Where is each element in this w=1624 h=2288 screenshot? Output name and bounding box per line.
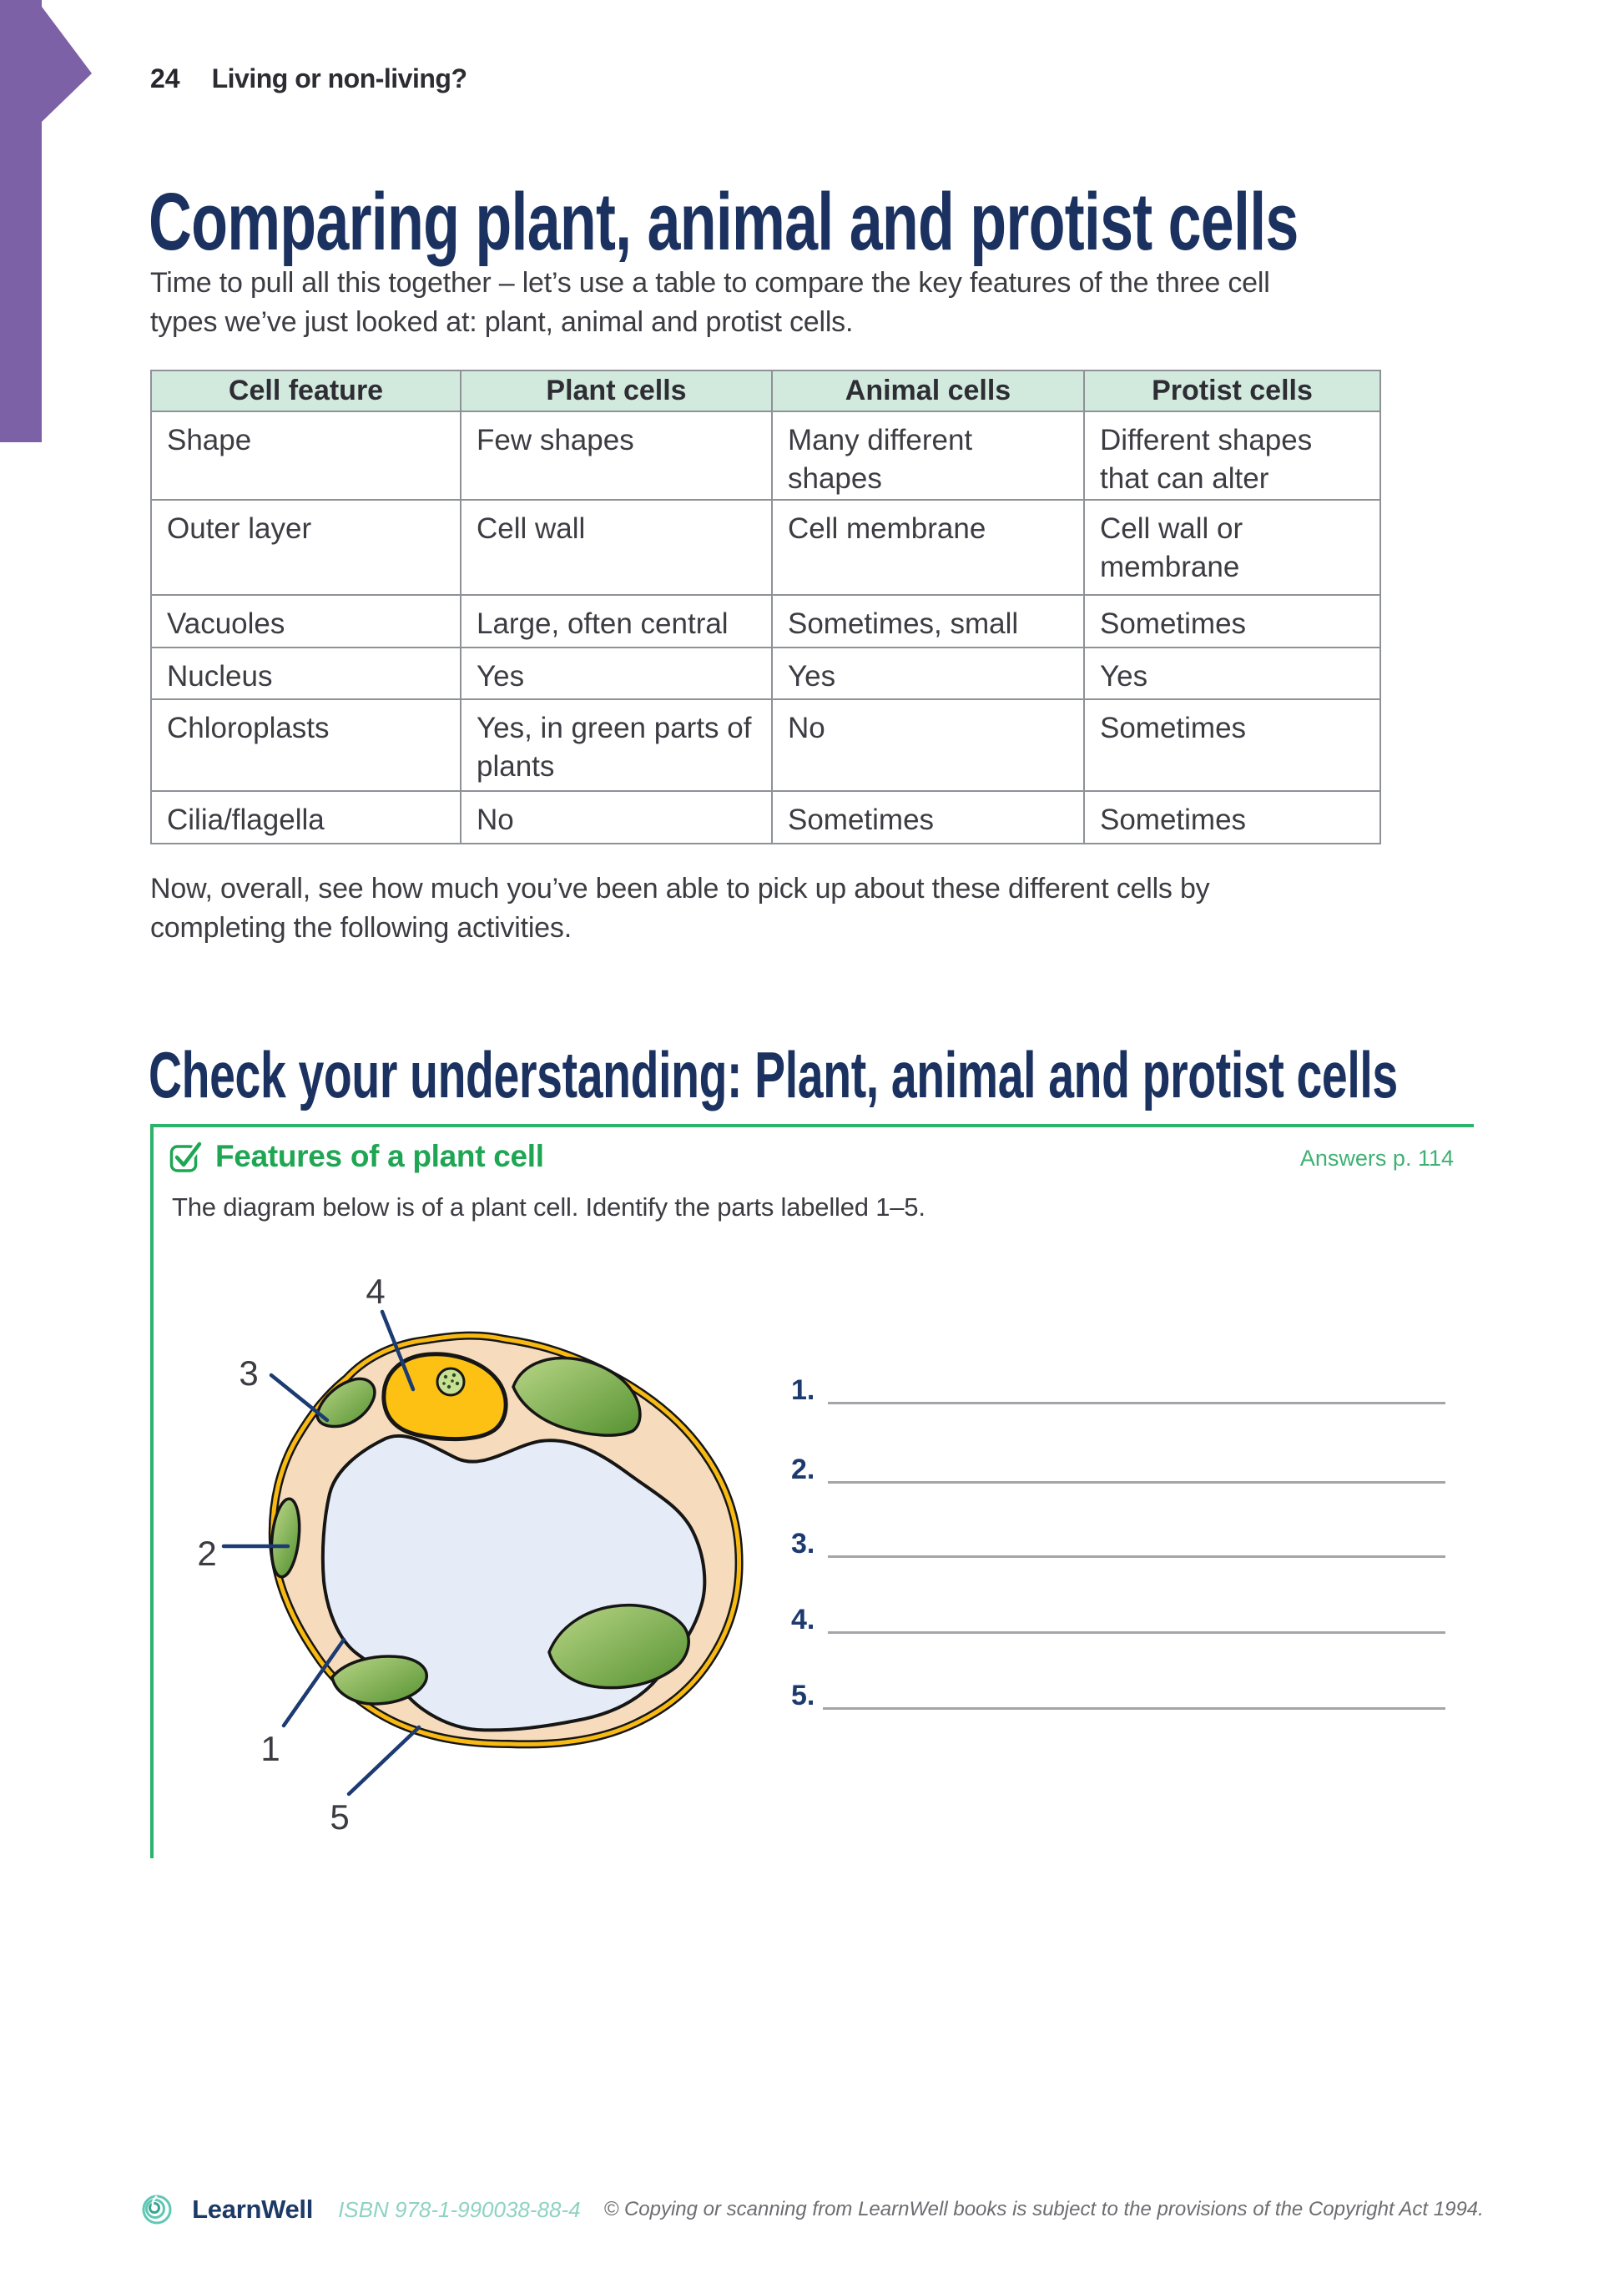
answer-row-5 (791, 1670, 1445, 1710)
cell-feature: Nucleus (151, 648, 461, 699)
answer-blank-line (828, 1363, 1445, 1404)
nucleolus (437, 1368, 464, 1395)
answer-number: 3. (791, 1528, 815, 1560)
table-row (151, 595, 1380, 648)
diagram-label-4: 4 (366, 1272, 386, 1311)
after-table-line-1: Now, overall, see how much you’ve been able to pick up about these different cells by (150, 873, 1210, 905)
cell-animal: Sometimes (772, 791, 1084, 844)
activity-title: Features of a plant cell (215, 1139, 544, 1173)
diagram-label-5: 5 (330, 1797, 350, 1837)
cell-comparison-table (150, 370, 1381, 844)
answer-row-1 (791, 1364, 1445, 1404)
corner-chevron-decoration (0, 0, 100, 442)
diagram-label-2: 2 (197, 1534, 217, 1573)
cell-plant: Cell wall (461, 500, 772, 595)
learnwell-spiral-logo-icon (140, 2193, 174, 2226)
intro-line-1: Time to pull all this together – let’s use a table to compare the key features of the three cell (150, 267, 1270, 299)
cell-protist: Sometimes (1084, 699, 1380, 791)
cell-protist: Different shapes that can alter (1084, 411, 1380, 500)
cell-feature: Cilia/flagella (151, 791, 461, 844)
table-row (151, 411, 1380, 500)
answer-number: 4. (791, 1604, 815, 1635)
activity-instruction: The diagram below is of a plant cell. Identify the parts labelled 1–5. (172, 1192, 925, 1222)
col-header-protist-cells: Protist cells (1084, 370, 1380, 411)
table-row (151, 791, 1380, 844)
cell-plant: Yes, in green parts of plants (461, 699, 772, 791)
cell-protist: Sometimes (1084, 595, 1380, 648)
after-table-line-2: completing the following activities. (150, 912, 572, 944)
cell-plant: Large, often central (461, 595, 772, 648)
after-table-paragraph (150, 869, 1209, 948)
running-head (150, 63, 467, 94)
cell-protist: Cell wall or membrane (1084, 500, 1380, 595)
answer-row-2 (791, 1444, 1445, 1484)
table-row (151, 699, 1380, 791)
brand-name: LearnWell (192, 2195, 314, 2224)
cell-feature: Outer layer (151, 500, 461, 595)
chapter-title: Living or non-living? (211, 63, 467, 93)
cell-animal: Sometimes, small (772, 595, 1084, 648)
answer-blank-line (828, 1443, 1445, 1484)
col-header-cell-feature: Cell feature (151, 370, 461, 411)
cell-plant: No (461, 791, 772, 844)
check-understanding-title: Check your understanding: Plant, animal and protist cells (149, 1038, 1398, 1111)
cell-animal: Yes (772, 648, 1084, 699)
page-number: 24 (150, 63, 180, 93)
activity-title-row (169, 1139, 544, 1174)
answer-row-4 (791, 1594, 1445, 1634)
answers-page-reference: Answers p. 114 (1299, 1146, 1454, 1171)
answer-number: 5. (791, 1680, 815, 1711)
col-header-plant-cells: Plant cells (461, 370, 772, 411)
cell-animal: Many different shapes (772, 411, 1084, 500)
cell-feature: Vacuoles (151, 595, 461, 648)
intro-paragraph (150, 264, 1270, 342)
col-header-animal-cells: Animal cells (772, 370, 1084, 411)
diagram-label-1: 1 (260, 1729, 280, 1768)
answer-number: 1. (791, 1374, 815, 1406)
cell-protist: Sometimes (1084, 791, 1380, 844)
cell-animal: No (772, 699, 1084, 791)
answer-blank-line (828, 1517, 1445, 1558)
chevron-shape (0, 0, 92, 442)
cell-protist: Yes (1084, 648, 1380, 699)
cell-feature: Chloroplasts (151, 699, 461, 791)
cell-animal: Cell membrane (772, 500, 1084, 595)
answer-number: 2. (791, 1454, 815, 1485)
answer-row-3 (791, 1518, 1445, 1558)
copyright-text: © Copying or scanning from LearnWell books is subject to the provisions of the Copyright Act 1994. (603, 2198, 1484, 2220)
cell-feature: Shape (151, 411, 461, 500)
footer (0, 2193, 1624, 2226)
section-title: Comparing plant, animal and protist cells (149, 176, 1299, 267)
isbn-text: ISBN 978-1-990038-88-4 (338, 2196, 581, 2222)
checkbox-check-icon (169, 1140, 204, 1173)
cell-plant: Few shapes (461, 411, 772, 500)
table-header-row (151, 370, 1380, 411)
plant-cell-diagram (159, 1260, 793, 1894)
table-row (151, 648, 1380, 699)
intro-line-2: types we’ve just looked at: plant, animal and protist cells. (150, 306, 854, 338)
diagram-label-3: 3 (239, 1353, 259, 1393)
answer-blank-line (823, 1669, 1445, 1710)
table-row (151, 500, 1380, 595)
cell-plant: Yes (461, 648, 772, 699)
answer-blank-line (828, 1593, 1445, 1634)
